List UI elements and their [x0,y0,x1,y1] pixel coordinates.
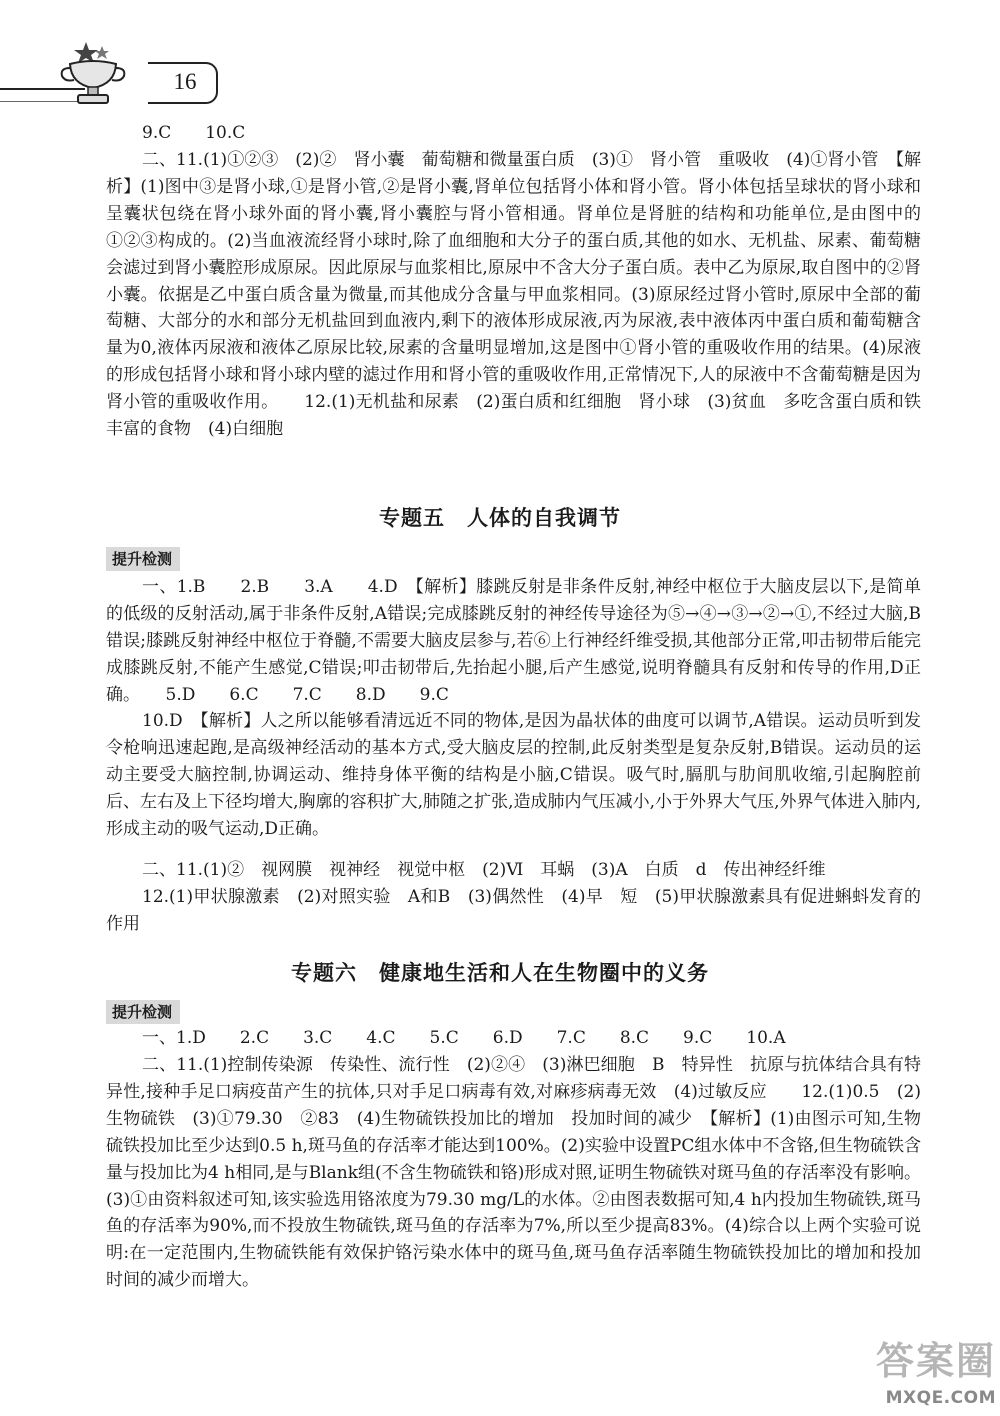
section-6-label: 提升检测 [106,1000,180,1024]
section-title-5: 专题五 人体的自我调节 [379,506,621,530]
watermark-url: MXQE.COM [885,1388,996,1408]
section-title-6: 专题六 健康地生活和人在生物圈中的义务 [291,961,709,985]
section-6-part-2: 二、11.(1)控制传染源 传染性、流行性 (2)②④ (3)淋巴细胞 B 特异性 抗原与抗体结合具有特异性,接种手足口病疫苗产生的抗体,只对手足口病毒有效,对麻疹病毒无效 (4)过敏反应 12.(1)0.5 (2)生物硫铁 (3)①79.30 ②83 (4)生物硫铁投加比的增加 投加时间的减少 【解析】(1)由图示可知,生物硫铁投加比至少达到0.5 h,斑马鱼的存活率才能达到100%。(2)实验中设置PC组水体中不含铬,但生物硫铁含量与投加比为4 h相同,是与Blank组(不含生物硫铁和铬)形成对照,证明生物硫铁对斑马鱼的存活率没有影响。(3)①由资料叙述可知,该实验选用铬浓度为79.30 mg/L的水体。②由图表数据可知,4 h内投加生物硫铁,斑马鱼的存活率为90%,而不投放生物硫铁,斑马鱼的存活率为7%,所以至少提高83%。(4)综合以上两个实验可说明:在一定范围内,生物硫铁能有效保护铬污染水体中的斑马鱼,斑马鱼存活率随生物硫铁投加比的增加和投加时间的减少而增大。 [106,1055,921,1291]
trophy-icon [58,40,128,106]
answer-line-9-10: 9.C 10.C [142,123,246,143]
section-6-part-1: 一、1.D 2.C 3.C 4.C 5.C 6.D 7.C 8.C 9.C 10.A [142,1028,786,1048]
section-5-question-10: 10.D 【解析】人之所以能够看清远近不同的物体,是因为晶状体的曲度可以调节,A错误。运动员听到发令枪响迅速起跑,是高级神经活动的基本方式,受大脑皮层的控制,此反射类型是复杂反射,B错误。运动员的运动主要受大脑控制,协调运动、维持身体平衡的结构是小脑,C错误。吸气时,膈肌与肋间肌收缩,引起胸腔前后、左右及上下径均增大,胸廓的容积扩大,肺随之扩张,造成肺内气压减小,小于外界大气压,外界气体进入肺内,形成主动的吸气运动,D正确。 [106,711,921,839]
page-number: 16 [173,69,197,94]
watermark-logo-text: 答案圈 [875,1339,996,1383]
section-5-label: 提升检测 [106,547,180,571]
section-5-question-11: 二、11.(1)② 视网膜 视神经 视觉中枢 (2)Ⅵ 耳蜗 (3)A 白质 d 传出神经纤维 [142,860,826,880]
answer-paragraph-11-12: 二、11.(1)①②③ (2)② 肾小囊 葡萄糖和微量蛋白质 (3)① 肾小管 重吸收 (4)①肾小管 【解析】(1)图中③是肾小球,①是肾小管,②是肾小囊,肾单位包括肾小体和肾小管。肾小体包括呈球状的肾小球和呈囊状包绕在肾小球外面的肾小囊,肾小囊腔与肾小管相通。肾单位是肾脏的结构和功能单位,是由图中的①②③构成的。(2)当血液流经肾小球时,除了血细胞和大分子的蛋白质,其他的如水、无机盐、尿素、葡萄糖会滤过到肾小囊腔形成原尿。因此原尿与血浆相比,原尿中不含大分子蛋白质。表中乙为原尿,取自图中的②肾小囊。依据是乙中蛋白质含量为微量,而其他成分含量与甲血浆相同。(3)原尿经过肾小管时,原尿中全部的葡萄糖、大部分的水和部分无机盐回到血液内,剩下的液体形成尿液,丙为尿液,表中液体丙中蛋白质和葡萄糖含量为0,液体丙尿液和液体乙原尿比较,尿素的含量明显增加,这是图中①肾小管的重吸收作用的结果。(4)尿液的形成包括肾小球和肾小球内壁的滤过作用和肾小管的重吸收作用,正常情况下,人的尿液中不含葡萄糖是因为肾小管的重吸收作用。 12.(1)无机盐和尿素 (2)蛋白质和红细胞 肾小球 (3)贫血 多吃含蛋白质和铁丰富的食物 (4)白细胞 [106,150,921,440]
section-5-question-12: 12.(1)甲状腺激素 (2)对照实验 A和B (3)偶然性 (4)早 短 (5)甲状腺激素具有促进蝌蚪发育的作用 [106,887,921,934]
section-5-part-1: 一、1.B 2.B 3.A 4.D 【解析】膝跳反射是非条件反射,神经中枢位于大脑皮层以下,是简单的低级的反射活动,属于非条件反射,A错误;完成膝跳反射的神经传导途径为⑤→④→③→②→①,不经过大脑,B错误;膝跳反射神经中枢位于脊髓,不需要大脑皮层参与,若⑥上行神经纤维受损,其他部分正常,叩击韧带后能完成膝跳反射,不能产生感觉,C错误;叩击韧带后,先抬起小腿,后产生感觉,说明脊髓具有反射和传导的作用,D正确。 5.D 6.C 7.C 8.D 9.C [106,577,921,705]
